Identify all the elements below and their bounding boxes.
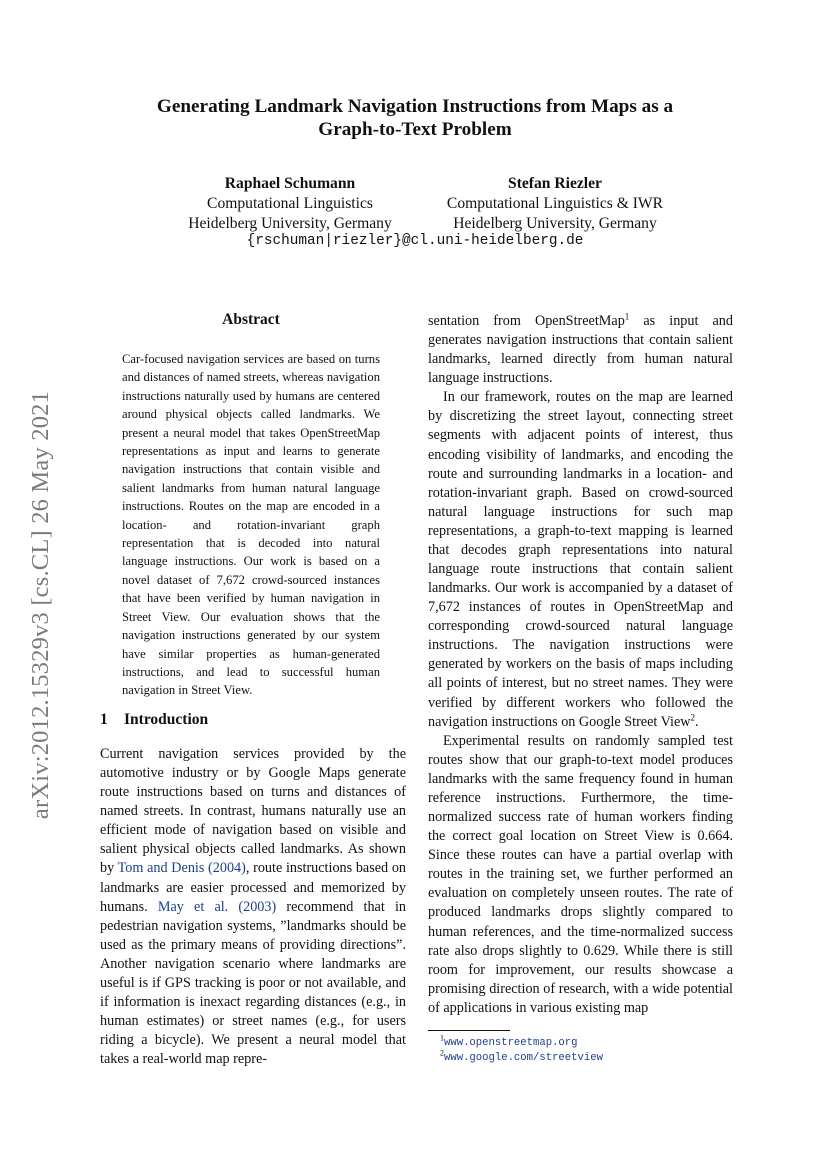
intro-column-left [100, 745, 406, 1069]
arxiv-stamp-text: arXiv:2012.15329v3 [cs.CL] 26 May 2021 [27, 390, 55, 820]
author-email: {rschuman|riezler}@cl.uni-heidelberg.de [246, 233, 584, 249]
author-affiliation: Computational Linguistics [207, 195, 373, 212]
footnote-item [440, 1048, 603, 1066]
footnote-link[interactable]: www.google.com/streetview [444, 1051, 603, 1064]
author-block-2 [410, 174, 700, 234]
author-name: Raphael Schumann [224, 175, 356, 192]
footnote-divider [428, 1030, 510, 1031]
section-heading-introduction [100, 710, 405, 730]
paragraph-text: , route instructions based on landmarks are easier processed and memorized by humans. [100, 860, 407, 915]
intro-paragraph-3: Experimental results on randomly sampled test routes show that our graph-to-text model produces landmarks with the same frequency found in human reference instructions. Furthermore, the time-normalized success rate of human workers finding the correct goal location on Street View is 0.664. Since these routes can have a partial overlap with routes in the training set, we further performed an evaluation on completely unseen routes. The rate of produced landmarks drops slightly compared to human references, and the time-normalized success rate also drops slightly to 0.629. While there is still room for improvement, our results showcase a promising direction of research, with a wide potential of applications in various existing map [428, 732, 733, 1016]
citation-link[interactable]: May et al. (2003) [157, 898, 277, 915]
author-block-1 [150, 174, 430, 234]
footnote-item [440, 1033, 603, 1051]
arxiv-stamp [26, 355, 56, 855]
section-title: Introduction [124, 711, 209, 728]
intro-paragraph-1-continued [428, 312, 733, 388]
footnote-marker[interactable]: 1 [624, 311, 630, 322]
intro-paragraph-1 [100, 745, 406, 1069]
author-name: Stefan Riezler [508, 175, 602, 192]
paragraph-text: as input and generates navigation instructions that contain salient landmarks, learned directly from human natural language instructions. [428, 313, 733, 387]
paragraph-text: . [695, 713, 699, 730]
intro-paragraph-2 [428, 388, 733, 731]
author-institution: Heidelberg University, Germany [453, 215, 657, 232]
paragraph-text: recommend that in pedestrian navigation systems, ”landmarks should be used as the primary means of providing directions”. Another navigation scenario where landmarks are useful is if GPS tracking is poor or not available, and if information is inexact regarding distances (e.g., in human estimates) or street names (e.g., for users riding a bicycle). We present a neural model that takes a real-world map repre- [100, 898, 406, 1068]
paragraph-text: Current navigation services provided by the automotive industry or by Google Maps generate route instructions based on turns and distances of named streets. In contrast, humans naturally use an efficient mode of navigation based on visible and salient physical objects called landmarks. As shown by [100, 746, 406, 877]
paper-title [100, 95, 730, 141]
abstract-body: Car-focused navigation services are based on turns and distances of named streets, whereas navigation instructions naturally used by humans are centered around physical objects called landmarks. We present a neural model that takes OpenStreetMap representations as input and learns to generate navigation instructions that contain visible and salient landmarks from human natural language instructions. Routes on the map are encoded in a location- and rotation-invariant graph representation that is decoded into natural language instructions. Our work is based on a novel dataset of 7,672 crowd-sourced instances that have been verified by human navigation in Street View. Our evaluation shows that the navigation instructions generated by our system have similar properties as human-generated instructions, and lead to successful human navigation in Street View. [122, 352, 380, 698]
citation-link[interactable]: Tom and Denis (2004) [117, 860, 246, 877]
footnote-marker[interactable]: 2 [690, 711, 695, 722]
author-affiliation: Computational Linguistics & IWR [446, 195, 664, 212]
section-number: 1 [100, 711, 108, 728]
footnote-number: 2 [440, 1048, 444, 1058]
intro-column-right [428, 312, 733, 1018]
footnote-number: 1 [440, 1033, 444, 1043]
author-institution: Heidelberg University, Germany [188, 215, 392, 232]
title-line-2: Graph-to-Text Problem [318, 119, 512, 140]
title-line-1: Generating Landmark Navigation Instructions from Maps as a [156, 96, 674, 117]
footnote-link[interactable]: www.openstreetmap.org [444, 1037, 578, 1049]
paragraph-text: sentation from OpenStreetMap [428, 313, 625, 329]
paragraph-text: In our framework, routes on the map are learned by discretizing the street layout, connecting street segments with adjacent points of interest, thus encoding visibility of landmarks, and encoding the route and surrounding landmarks in a location- and rotation-invariant graph. Based on crowd-sourced natural language instructions for such map representations, a graph-to-text mapping is learned that decodes graph representations into natural language route instructions that contain salient landmarks. Our work is accompanied by a dataset of 7,672 instances of routes in OpenStreetMap and corresponding crowd-sourced natural language instructions. The navigation instructions were generated by workers on the basis of maps including all points of interest, but no street names. They were verified by different workers who followed the navigation instructions on Google Street View [428, 389, 733, 730]
footnotes [440, 1033, 603, 1065]
abstract-heading: Abstract [222, 311, 280, 328]
